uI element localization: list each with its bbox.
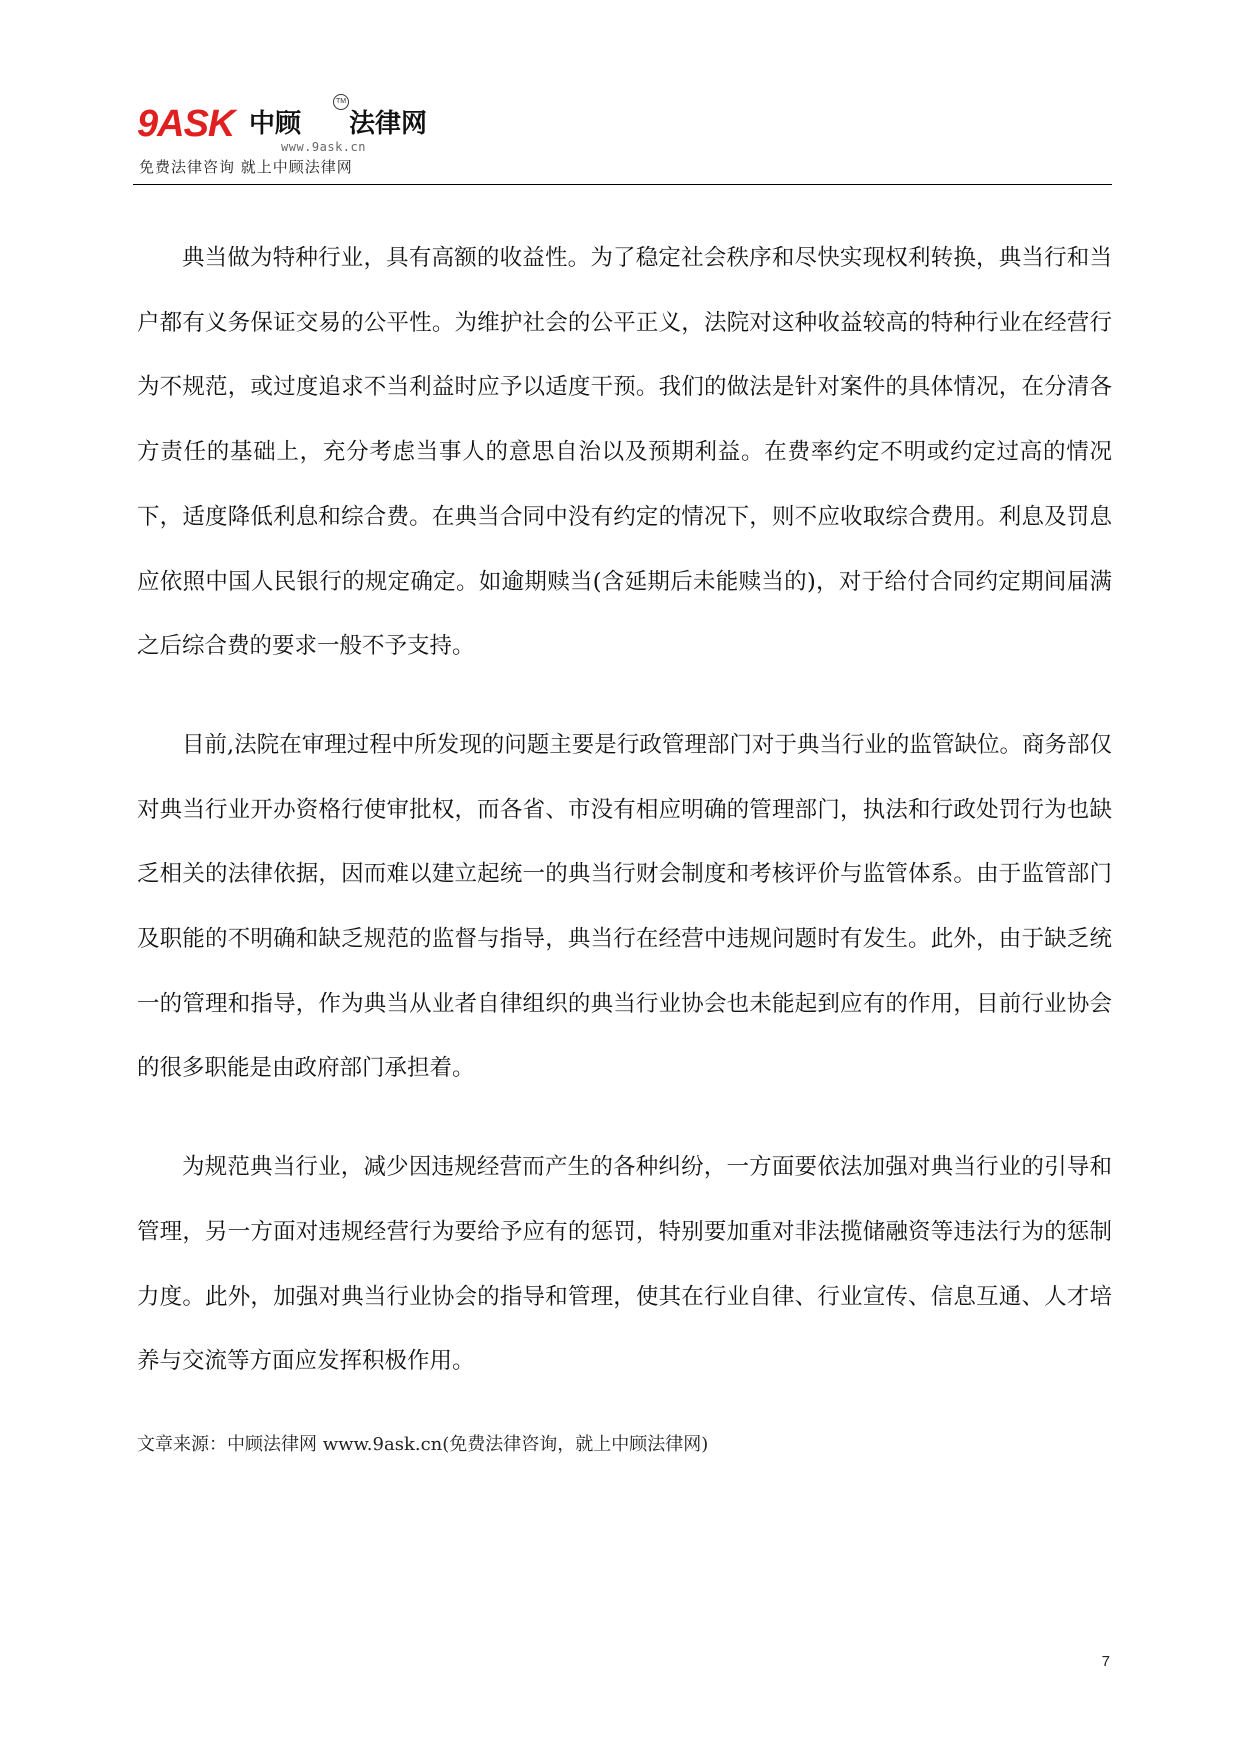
page-number: 7 — [1101, 1653, 1110, 1670]
paragraph: 为规范典当行业，减少因违规经营而产生的各种纠纷，一方面要依法加强对典当行业的引导和管理，另一方面对违规经营行为要给予应有的惩罚，特别要加重对非法揽储融资等违法行为的惩制力度。此外，加强对典当行业协会的指导和管理，使其在行业自律、行业宣传、信息互通、人才培养与交流等方面应发挥积极作用。 — [137, 1154, 1112, 1375]
logo-brand-secondary: 法律网 — [349, 109, 428, 139]
page-header — [137, 84, 1117, 184]
paragraph: 典当做为特种行业，具有高额的收益性。为了稳定社会秩序和尽快实现权利转换，典当行和当户都有义务保证交易的公平性。为维护社会的公平正义，法院对这种收益较高的特种行业在经营行为不规范，或过度追求不当利益时应予以适度干预。我们的做法是针对案件的具体情况，在分清各方责任的基础上，充分考虑当事人的意思自治以及预期利益。在费率约定不明或约定过高的情况下，适度降低利息和综合费。在典当合同中没有约定的情况下，则不应收取综合费用。利息及罚息应依照中国人民银行的规定确定。如逾期赎当(含延期后未能赎当的)，对于给付合同约定期间届满之后综合费的要求一般不予支持。 — [137, 245, 1112, 660]
paragraph: 目前,法院在审理过程中所发现的问题主要是行政管理部门对于典当行业的监管缺位。商务部仅对典当行业开办资格行使审批权，而各省、市没有相应明确的管理部门，执法和行政处罚行为也缺乏相关的法律依据，因而难以建立起统一的典当行财会制度和考核评价与监管体系。由于监管部门及职能的不明确和缺乏规范的监督与指导，典当行在经营中违规问题时有发生。此外，由于缺乏统一的管理和指导，作为典当从业者自律组织的典当行业协会也未能起到应有的作用，目前行业协会的很多职能是由政府部门承担着。 — [137, 731, 1112, 1082]
header-divider — [133, 184, 1112, 185]
logo-mark — [137, 104, 234, 144]
logo-slogan: 免费法律咨询 就上中顾法律网 — [139, 158, 353, 176]
trademark-icon: TM — [333, 94, 349, 110]
logo-url: www.9ask.cn — [281, 140, 366, 154]
article-body — [137, 226, 1112, 1428]
logo-brand-primary: 中顾 — [249, 109, 302, 139]
source-attribution: 文章来源：中顾法律网 www.9ask.cn(免费法律咨询，就上中顾法律网) — [137, 1434, 709, 1455]
logo-mark-text: 9ASK — [137, 103, 235, 145]
